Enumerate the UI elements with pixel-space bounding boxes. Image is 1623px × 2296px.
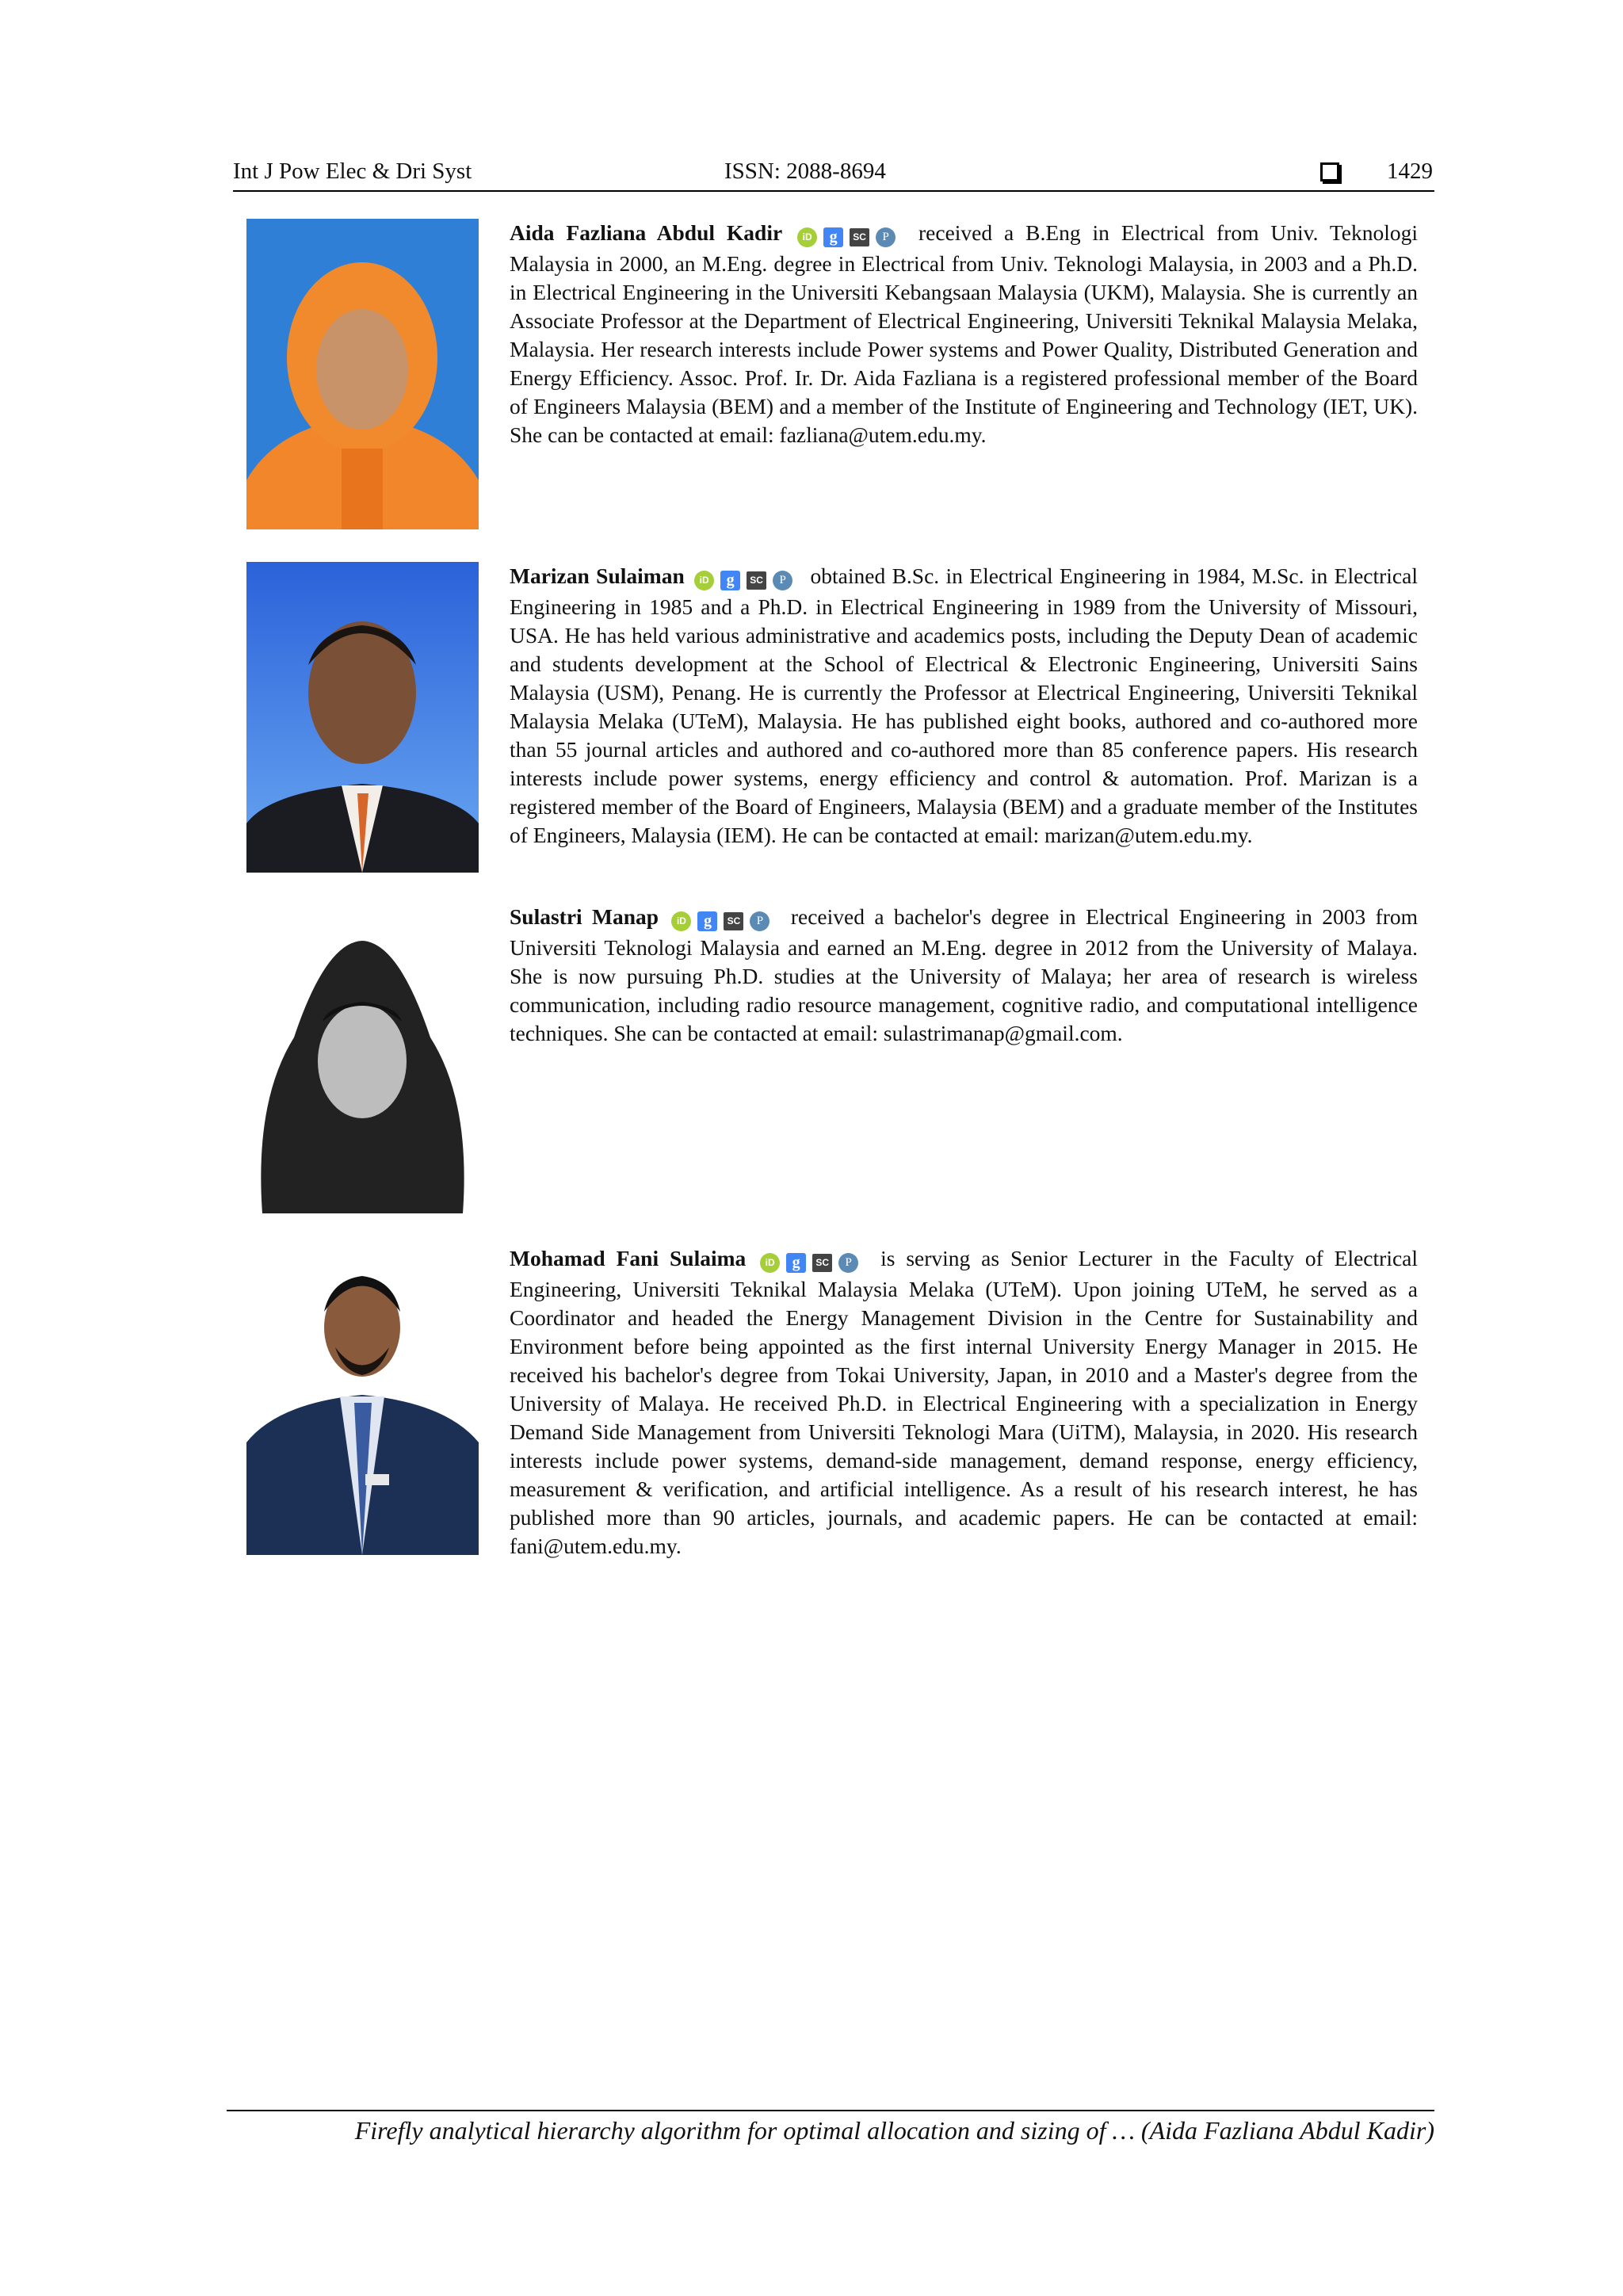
- author-portrait-image: [246, 562, 479, 873]
- author-photo-1: [246, 219, 479, 529]
- scopus-icon[interactable]: SC: [747, 571, 766, 590]
- orcid-icon[interactable]: iD: [760, 1253, 780, 1273]
- footer-title: Firefly analytical hierarchy algorithm for optimal allocation and sizing of … (Aida Fazliana Abdul Kadir): [354, 2116, 1434, 2145]
- bio-description: received a B.Eng in Electrical from Univ. Teknologi Malaysia in 2000, an M.Eng. degree in Electrical from Univ. Teknologi Malaysia, in 2003 and a Ph.D. in Electrical Engineering in the Universiti Kebangsaan Malaysia (UKM), Malaysia. She is currently an Associate Professor at the Department of Electrical Engineering, Universiti Teknikal Malaysia Melaka, Malaysia. Her research interests include Power systems and Power Quality, Distributed Generation and Energy Efficiency. Assoc. Prof. Ir. Dr. Aida Fazliana is a registered professional member of the Board of Engineers Malaysia (BEM) and a member of the Institute of Engineering and Technology (IET, UK). She can be contacted at email: fazliana@utem.edu.my.: [510, 220, 1419, 447]
- author-bio-text: [510, 219, 1418, 449]
- bio-description: is serving as Senior Lecturer in the Faculty of Electrical Engineering, Universiti Teknikal Malaysia Melaka (UTeM). Upon joining UTeM, he served as a Coordinator and headed the Energy Management Division in the Centre for Sustainability and Environment before being appointed as the first internal University Energy Manager in 2015. He received his bachelor's degree from Tokai University, Japan, in 2010 and a Master's degree from the University of Malaya. He received Ph.D. in Electrical Engineering with a specialization in Energy Demand Side Management from Universiti Teknologi Mara (UiTM), Malaysia, in 2020. His research interests include power systems, demand-side management, demand response, energy efficiency, measurement & verification, and artificial intelligence. As a result of his research interest, he has published more than 90 articles, journals, and academic papers. He can be contacted at email: fani@utem.edu.my.: [510, 1246, 1419, 1558]
- profile-icons: [760, 1247, 865, 1275]
- publons-icon[interactable]: P: [838, 1253, 858, 1273]
- orcid-icon[interactable]: iD: [797, 227, 817, 247]
- issn: ISSN: 2088-8694: [724, 159, 886, 184]
- google-scholar-icon[interactable]: g: [720, 571, 740, 590]
- orcid-icon[interactable]: iD: [671, 911, 691, 931]
- google-scholar-icon[interactable]: g: [786, 1253, 806, 1273]
- google-scholar-icon[interactable]: g: [697, 911, 717, 931]
- author-bio-text: [510, 562, 1418, 850]
- author-portrait-image: [246, 219, 479, 529]
- publons-icon[interactable]: P: [773, 571, 792, 590]
- author-name: Marizan Sulaiman: [510, 563, 685, 588]
- author-bio-text: [510, 1244, 1418, 1561]
- profile-icons: [694, 564, 799, 593]
- bio-description: received a bachelor's degree in Electrical Engineering in 2003 from Universiti Teknologi Malaysia and earned an M.Eng. degree in 2012 from the University of Malaya. She is now pursuing Ph.D. studies at the University of Malaya; her area of research is wireless communication, including radio resource management, cognitive radio, and computational intelligence techniques. She can be contacted at email: sulastrimanap@gmail.com.: [510, 904, 1419, 1045]
- scopus-icon[interactable]: SC: [850, 228, 869, 246]
- running-footer: [227, 2110, 1434, 2149]
- author-portrait-image: [246, 1244, 479, 1555]
- author-photo-3: [246, 903, 479, 1213]
- author-photo-2: [246, 562, 479, 873]
- publons-icon[interactable]: P: [876, 227, 896, 247]
- author-bio-text: [510, 903, 1418, 1048]
- journal-name: Int J Pow Elec & Dri Syst: [233, 159, 472, 184]
- orcid-icon[interactable]: iD: [694, 571, 714, 590]
- bio-description: obtained B.Sc. in Electrical Engineering in 1984, M.Sc. in Electrical Engineering in 1985 and a Ph.D. in Electrical Engineering in 1989 from the University of Missouri, USA. He has held various administrative and academics posts, including the Deputy Dean of academic and students development at the School of Electrical & Electronic Engineering, Universiti Sains Malaysia (USM), Penang. He is currently the Professor at Electrical Engineering, Universiti Teknikal Malaysia Melaka (UTeM), Malaysia. He has published eight books, authored and co-authored more than 55 journal articles and authored and co-authored more than 85 conference papers. His research interests include power systems, energy efficiency and control & automation. Prof. Marizan is a registered member of the Board of Engineers, Malaysia (BEM) and a graduate member of the Institutes of Engineers, Malaysia (IEM). He can be contacted at email: marizan@utem.edu.my.: [510, 563, 1418, 847]
- running-header: [233, 155, 1434, 192]
- profile-icons: [797, 221, 902, 250]
- author-portrait-image: [246, 903, 479, 1213]
- author-name: Mohamad Fani Sulaima: [510, 1246, 747, 1270]
- author-name: Sulastri Manap: [510, 904, 659, 929]
- page-number: 1429: [1387, 159, 1433, 184]
- publons-icon[interactable]: P: [750, 911, 769, 931]
- author-photo-4: [246, 1244, 479, 1555]
- google-scholar-icon[interactable]: g: [823, 227, 843, 247]
- profile-icons: [671, 905, 776, 934]
- scopus-icon[interactable]: SC: [724, 912, 743, 930]
- page-square-icon: [1320, 162, 1339, 181]
- scopus-icon[interactable]: SC: [812, 1254, 832, 1272]
- author-name: Aida Fazliana Abdul Kadir: [510, 220, 783, 245]
